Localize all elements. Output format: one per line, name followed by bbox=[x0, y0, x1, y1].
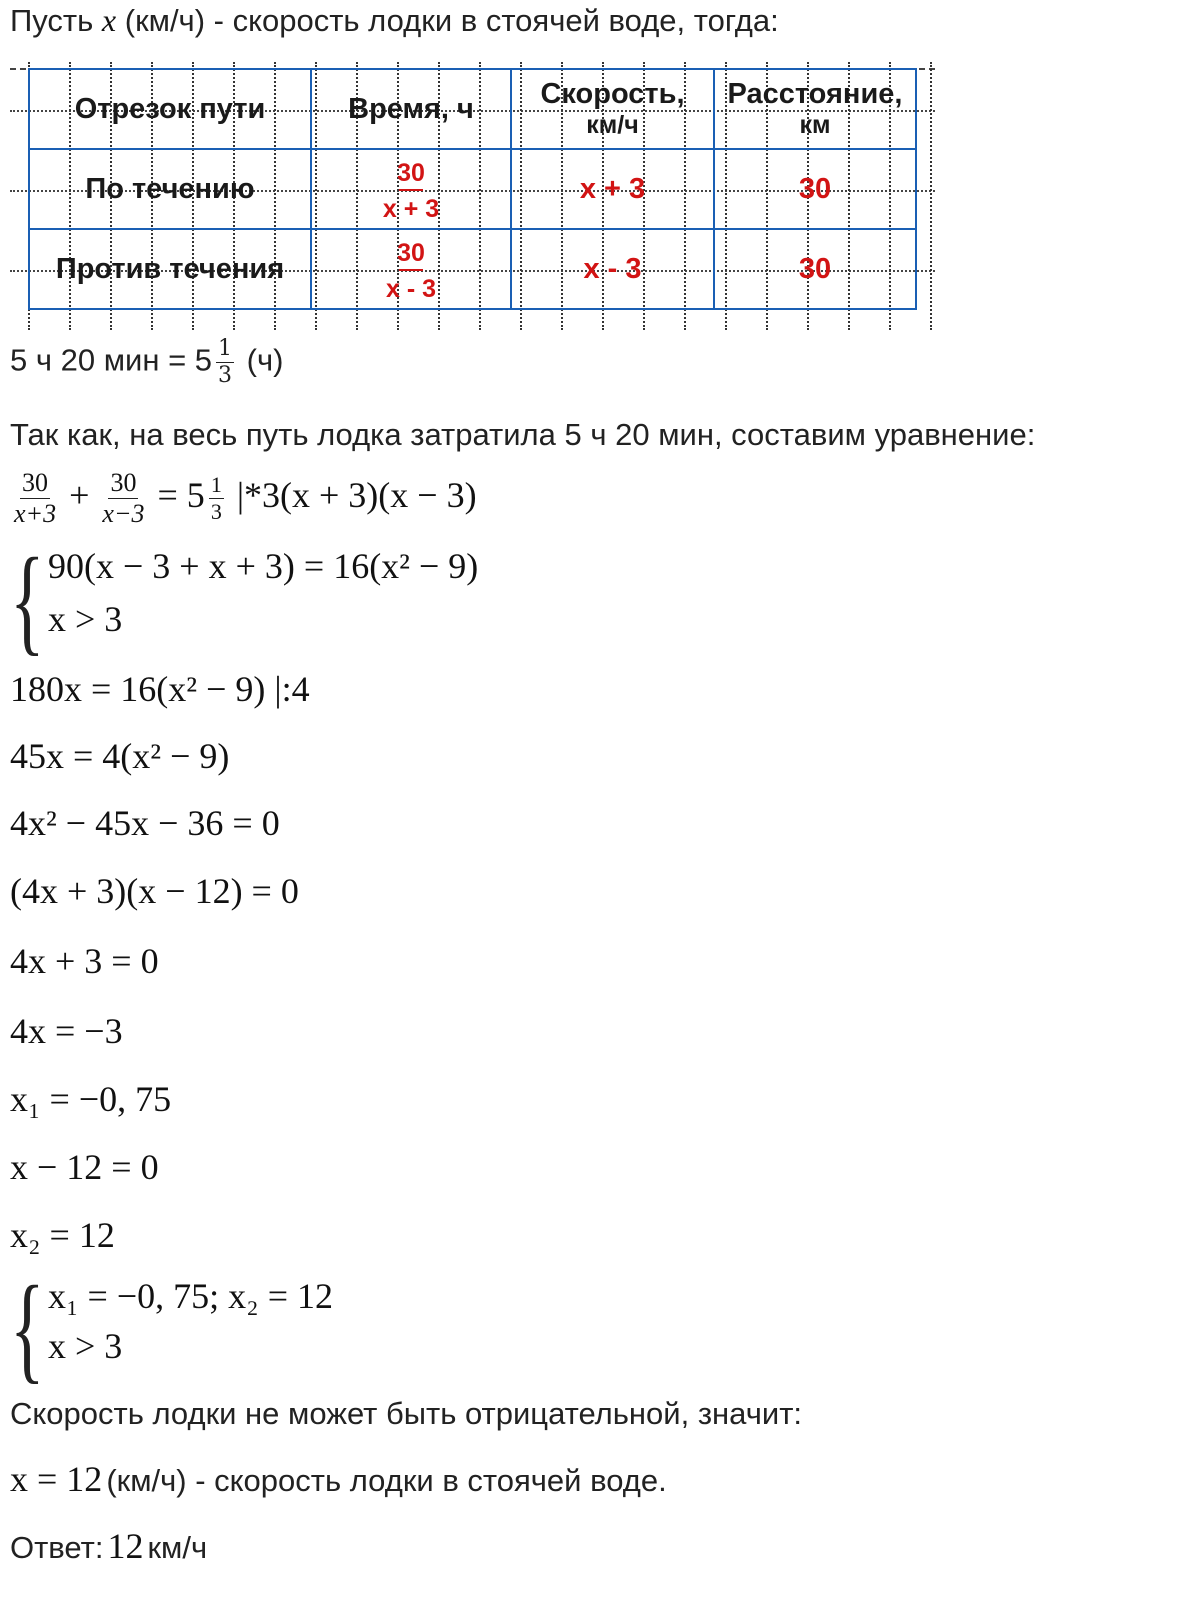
answer-value: 12 bbox=[107, 1526, 144, 1566]
result-text: (км/ч) - скорость лодки в стоячей воде. bbox=[106, 1463, 667, 1498]
result-math: x = 12 bbox=[10, 1459, 103, 1499]
time-conversion-unit: (ч) bbox=[246, 342, 284, 378]
multiplier: |*3(x + 3)(x − 3) bbox=[236, 474, 477, 515]
system-brace: { bbox=[10, 533, 45, 666]
step-2: 45x = 4(x² − 9) bbox=[10, 736, 230, 776]
intro-line bbox=[10, 2, 779, 39]
step-5: 4x + 3 = 0 bbox=[10, 941, 159, 981]
result-line bbox=[10, 1458, 667, 1500]
fraction-1: $\frac{30}{x+3}$ bbox=[14, 468, 57, 528]
step-4: (4x + 3)(x − 12) = 0 bbox=[10, 871, 299, 911]
cell-distance: 30 bbox=[714, 229, 916, 309]
step-6: 4x = −3 bbox=[10, 1011, 123, 1051]
intro-suffix: (км/ч) - скорость лодки в стоячей воде, тогда: bbox=[124, 3, 779, 38]
answer-label: Ответ: bbox=[10, 1530, 104, 1565]
step-1: 180x = 16(x² − 9) |:4 bbox=[10, 669, 310, 709]
header-distance-line2: км bbox=[799, 111, 831, 140]
cell-time bbox=[311, 229, 511, 309]
time-numerator: 30 bbox=[397, 239, 425, 267]
motion-table bbox=[28, 68, 917, 310]
time-denominator: x - 3 bbox=[385, 275, 437, 303]
system2-line1: x₁ = −0, 75; x₂ = 12 bbox=[48, 1276, 334, 1316]
equation-intro: Так как, на весь путь лодка затратила 5 ч 20 мин, составим уравнение: bbox=[10, 417, 1036, 452]
header-speed bbox=[511, 69, 714, 149]
header-distance-line1: Расстояние, bbox=[727, 77, 903, 110]
header-speed-line2: км/ч bbox=[586, 111, 639, 140]
cell-time bbox=[311, 149, 511, 229]
plus-sign: + bbox=[69, 474, 90, 515]
fraction-bar bbox=[399, 189, 423, 191]
table-row bbox=[29, 149, 916, 229]
header-speed-line1: Скорость, bbox=[540, 77, 685, 110]
cell-speed: x - 3 bbox=[511, 229, 714, 309]
table-row bbox=[29, 229, 916, 309]
conclusion: Скорость лодки не может быть отрицательной, значит: bbox=[10, 1396, 802, 1431]
system-brace: { bbox=[10, 1261, 45, 1394]
answer-line bbox=[10, 1525, 207, 1567]
header-segment: Отрезок пути bbox=[29, 69, 311, 149]
system2-line2: x > 3 bbox=[48, 1326, 123, 1366]
system1-line1: 90(x − 3 + x + 3) = 16(x² − 9) bbox=[48, 546, 479, 586]
cell-speed: x + 3 bbox=[511, 149, 714, 229]
system1-line2: x > 3 bbox=[48, 599, 123, 639]
equals-five: = 5 bbox=[157, 474, 205, 515]
time-numerator: 30 bbox=[397, 159, 425, 187]
step-9: x₂ = 12 bbox=[10, 1215, 115, 1255]
cell-segment: Против течения bbox=[29, 229, 311, 309]
cell-distance: 30 bbox=[714, 149, 916, 229]
main-equation bbox=[10, 470, 477, 527]
fraction-bar bbox=[399, 269, 423, 271]
answer-unit: км/ч bbox=[147, 1530, 208, 1565]
step-8: x − 12 = 0 bbox=[10, 1147, 159, 1187]
step-7: x₁ = −0, 75 bbox=[10, 1079, 172, 1119]
table-header-row bbox=[29, 69, 916, 149]
header-distance bbox=[714, 69, 916, 149]
intro-variable: x bbox=[101, 2, 117, 38]
step-3: 4x² − 45x − 36 = 0 bbox=[10, 803, 280, 843]
time-conversion-left: 5 ч 20 мин = 5 bbox=[10, 342, 213, 378]
fraction-2: $\frac{30}{x-3}$ bbox=[102, 468, 145, 528]
intro-prefix: Пусть bbox=[10, 3, 94, 38]
header-time: Время, ч bbox=[311, 69, 511, 149]
time-denominator: x + 3 bbox=[382, 195, 440, 223]
time-conversion bbox=[10, 338, 283, 387]
cell-segment: По течению bbox=[29, 149, 311, 229]
fraction-rhs: $\frac{1}{3}$ bbox=[210, 472, 222, 524]
time-conversion-fraction: $\frac{1}{3}$ bbox=[218, 336, 233, 388]
